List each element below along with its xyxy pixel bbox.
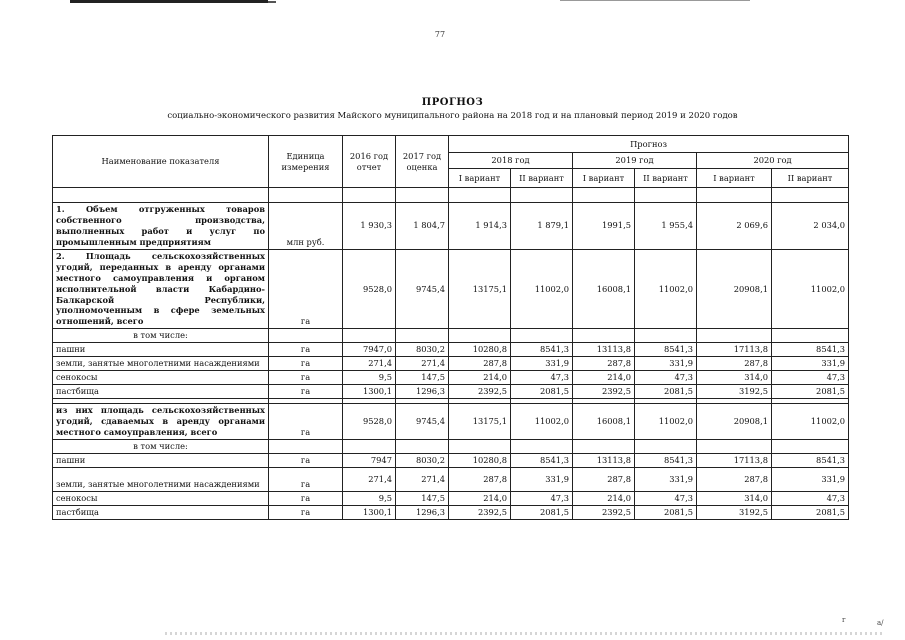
value-cell: 2081,5 xyxy=(635,385,697,399)
empty-cell xyxy=(573,329,635,343)
value-cell: 47,3 xyxy=(635,371,697,385)
value-cell: 2392,5 xyxy=(573,505,635,519)
value-cell: 1296,3 xyxy=(396,385,449,399)
table-row xyxy=(53,505,849,519)
header-variant-1: I вариант xyxy=(573,169,635,188)
empty-cell xyxy=(511,329,573,343)
value-cell: 2 034,0 xyxy=(772,203,849,250)
value-cell: 214,0 xyxy=(573,371,635,385)
value-cell: 2392,5 xyxy=(449,505,511,519)
header-name: Наименование показателя xyxy=(53,136,269,188)
value-cell: 8541,3 xyxy=(635,453,697,467)
header-variant-1: I вариант xyxy=(449,169,511,188)
top-scan-rule xyxy=(70,0,268,3)
value-cell: 47,3 xyxy=(511,371,573,385)
unit-cell: млн руб. xyxy=(269,203,343,250)
value-cell: 17113,8 xyxy=(697,343,772,357)
value-cell: 1300,1 xyxy=(343,505,396,519)
value-cell: 1296,3 xyxy=(396,505,449,519)
value-cell: 147,5 xyxy=(396,371,449,385)
top-scan-rule-tail xyxy=(268,1,276,3)
value-cell: 1 914,3 xyxy=(449,203,511,250)
scan-mark: a/ xyxy=(877,619,884,627)
value-cell: 271,4 xyxy=(396,357,449,371)
table-body xyxy=(53,188,849,520)
table-row xyxy=(53,343,849,357)
header-unit: Единица измерения xyxy=(269,136,343,188)
top-scan-rule-faint xyxy=(560,0,750,1)
value-cell: 8541,3 xyxy=(635,343,697,357)
indicator-name: сенокосы xyxy=(53,371,269,385)
table-row xyxy=(53,453,849,467)
indicator-name: земли, занятые многолетними насаждениями xyxy=(53,357,269,371)
value-cell: 9745,4 xyxy=(396,249,449,329)
empty-cell xyxy=(697,439,772,453)
value-cell: 7947 xyxy=(343,453,396,467)
value-cell: 9745,4 xyxy=(396,404,449,440)
empty-cell xyxy=(511,188,573,203)
header-variant-2: II вариант xyxy=(635,169,697,188)
value-cell: 20908,1 xyxy=(697,404,772,440)
value-cell: 11002,0 xyxy=(511,249,573,329)
empty-cell xyxy=(573,439,635,453)
value-cell: 8541,3 xyxy=(511,453,573,467)
value-cell: 9,5 xyxy=(343,371,396,385)
value-cell: 2392,5 xyxy=(573,385,635,399)
indicator-name: из них площадь сельскохозяйственных угодий, сдаваемых в аренду органами местного самоуправления, всего xyxy=(53,404,269,440)
value-cell: 2081,5 xyxy=(511,385,573,399)
value-cell: 331,9 xyxy=(511,357,573,371)
header-variant-1: I вариант xyxy=(697,169,772,188)
value-cell: 1 955,4 xyxy=(635,203,697,250)
header-variant-2: II вариант xyxy=(772,169,849,188)
indicator-name: 1. Объем отгруженных товаров собственного производства, выполненных работ и услуг по промышленным предприятиям xyxy=(53,203,269,250)
empty-cell xyxy=(635,188,697,203)
empty-cell xyxy=(396,439,449,453)
value-cell: 287,8 xyxy=(573,357,635,371)
value-cell: 16008,1 xyxy=(573,404,635,440)
value-cell: 13113,8 xyxy=(573,343,635,357)
value-cell: 271,4 xyxy=(343,467,396,491)
value-cell: 17113,8 xyxy=(697,453,772,467)
value-cell: 271,4 xyxy=(396,467,449,491)
value-cell: 11002,0 xyxy=(772,404,849,440)
table-row xyxy=(53,371,849,385)
value-cell: 2081,5 xyxy=(635,505,697,519)
value-cell: 16008,1 xyxy=(573,249,635,329)
value-cell: 1 879,1 xyxy=(511,203,573,250)
value-cell: 8030,2 xyxy=(396,453,449,467)
value-cell: 287,8 xyxy=(449,467,511,491)
value-cell: 10280,8 xyxy=(449,343,511,357)
unit-cell: га xyxy=(269,357,343,371)
header-2016: 2016 год отчет xyxy=(343,136,396,188)
value-cell: 2081,5 xyxy=(511,505,573,519)
value-cell: 331,9 xyxy=(511,467,573,491)
value-cell: 20908,1 xyxy=(697,249,772,329)
empty-cell xyxy=(269,439,343,453)
table-row xyxy=(53,357,849,371)
value-cell: 8541,3 xyxy=(511,343,573,357)
table-header xyxy=(53,136,849,188)
value-cell: 287,8 xyxy=(697,467,772,491)
value-cell: 331,9 xyxy=(772,467,849,491)
unit-cell: га xyxy=(269,249,343,329)
empty-cell xyxy=(396,188,449,203)
value-cell: 331,9 xyxy=(635,467,697,491)
value-cell: 11002,0 xyxy=(772,249,849,329)
table-subheading-row xyxy=(53,329,849,343)
value-cell: 8541,3 xyxy=(772,343,849,357)
value-cell: 331,9 xyxy=(772,357,849,371)
value-cell: 3192,5 xyxy=(697,385,772,399)
empty-cell xyxy=(772,329,849,343)
forecast-table xyxy=(52,135,849,520)
table-spacer-row xyxy=(53,188,849,203)
table-row xyxy=(53,404,849,440)
indicator-name: пастбища xyxy=(53,385,269,399)
subheading-label: в том числе: xyxy=(53,439,269,453)
table-row xyxy=(53,491,849,505)
indicator-name: пашни xyxy=(53,343,269,357)
value-cell: 2392,5 xyxy=(449,385,511,399)
value-cell: 47,3 xyxy=(511,491,573,505)
value-cell: 13175,1 xyxy=(449,404,511,440)
value-cell: 9528,0 xyxy=(343,249,396,329)
value-cell: 13175,1 xyxy=(449,249,511,329)
value-cell: 331,9 xyxy=(635,357,697,371)
indicator-name: пастбища xyxy=(53,505,269,519)
value-cell: 214,0 xyxy=(573,491,635,505)
empty-cell xyxy=(53,188,269,203)
empty-cell xyxy=(772,439,849,453)
value-cell: 3192,5 xyxy=(697,505,772,519)
value-cell: 287,8 xyxy=(449,357,511,371)
unit-cell: га xyxy=(269,467,343,491)
value-cell: 11002,0 xyxy=(511,404,573,440)
empty-cell xyxy=(635,329,697,343)
value-cell: 314,0 xyxy=(697,491,772,505)
page-number: 77 xyxy=(434,30,446,39)
value-cell: 287,8 xyxy=(573,467,635,491)
value-cell: 147,5 xyxy=(396,491,449,505)
empty-cell xyxy=(511,439,573,453)
value-cell: 11002,0 xyxy=(635,249,697,329)
page-title: ПРОГНОЗ xyxy=(421,97,484,108)
table-subheading-row xyxy=(53,439,849,453)
value-cell: 1991,5 xyxy=(573,203,635,250)
empty-cell xyxy=(772,188,849,203)
value-cell: 1 804,7 xyxy=(396,203,449,250)
table-row xyxy=(53,203,849,250)
value-cell: 214,0 xyxy=(449,491,511,505)
value-cell: 1 930,3 xyxy=(343,203,396,250)
header-2017: 2017 год оценка xyxy=(396,136,449,188)
value-cell: 2081,5 xyxy=(772,385,849,399)
unit-cell: га xyxy=(269,453,343,467)
empty-cell xyxy=(449,188,511,203)
subheading-label: в том числе: xyxy=(53,329,269,343)
unit-cell: га xyxy=(269,343,343,357)
table-row xyxy=(53,385,849,399)
value-cell: 1300,1 xyxy=(343,385,396,399)
header-year-2018: 2018 год xyxy=(449,153,573,169)
value-cell: 214,0 xyxy=(449,371,511,385)
unit-cell: га xyxy=(269,371,343,385)
value-cell: 47,3 xyxy=(772,371,849,385)
value-cell: 7947,0 xyxy=(343,343,396,357)
empty-cell xyxy=(697,329,772,343)
header-variant-2: II вариант xyxy=(511,169,573,188)
value-cell: 2 069,6 xyxy=(697,203,772,250)
header-forecast: Прогноз xyxy=(449,136,849,153)
page-subtitle: социально-экономического развития Майского муниципального района на 2018 год и на плановый период 2019 и 2020 годов xyxy=(167,111,738,121)
unit-cell: га xyxy=(269,404,343,440)
scan-mark: r xyxy=(842,616,846,624)
value-cell: 11002,0 xyxy=(635,404,697,440)
empty-cell xyxy=(449,439,511,453)
indicator-name: пашни xyxy=(53,453,269,467)
unit-cell: га xyxy=(269,491,343,505)
value-cell: 8030,2 xyxy=(396,343,449,357)
value-cell: 10280,8 xyxy=(449,453,511,467)
value-cell: 47,3 xyxy=(635,491,697,505)
empty-cell xyxy=(343,439,396,453)
value-cell: 9,5 xyxy=(343,491,396,505)
empty-cell xyxy=(269,188,343,203)
empty-cell xyxy=(697,188,772,203)
value-cell: 287,8 xyxy=(697,357,772,371)
empty-cell xyxy=(396,329,449,343)
value-cell: 8541,3 xyxy=(772,453,849,467)
empty-cell xyxy=(343,188,396,203)
value-cell: 2081,5 xyxy=(772,505,849,519)
empty-cell xyxy=(449,329,511,343)
header-year-2020: 2020 год xyxy=(697,153,849,169)
empty-cell xyxy=(269,329,343,343)
indicator-name: сенокосы xyxy=(53,491,269,505)
value-cell: 13113,8 xyxy=(573,453,635,467)
value-cell: 271,4 xyxy=(343,357,396,371)
value-cell: 47,3 xyxy=(772,491,849,505)
value-cell: 314,0 xyxy=(697,371,772,385)
table-row xyxy=(53,249,849,329)
empty-cell xyxy=(635,439,697,453)
empty-cell xyxy=(573,188,635,203)
unit-cell: га xyxy=(269,505,343,519)
unit-cell: га xyxy=(269,385,343,399)
header-year-2019: 2019 год xyxy=(573,153,697,169)
indicator-name: 2. Площадь сельскохозяйственных угодий, переданных в аренду органами местного самоуправления и органом исполнительной власти Кабардино-Балкарской Республики, уполномоченным в сфере земельных отношений, всего xyxy=(53,249,269,329)
empty-cell xyxy=(343,329,396,343)
table-row xyxy=(53,467,849,491)
indicator-name: земли, занятые многолетними насаждениями xyxy=(53,467,269,491)
value-cell: 9528,0 xyxy=(343,404,396,440)
bottom-scan-noise xyxy=(165,632,885,635)
